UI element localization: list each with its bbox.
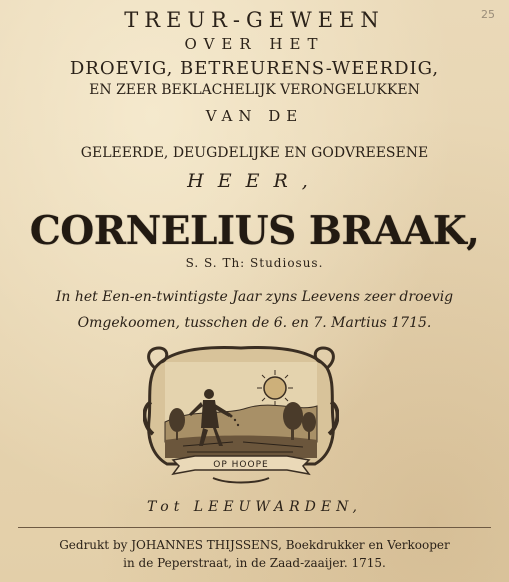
study-line: S. S. Th: Studiosus.: [185, 256, 324, 270]
subtitle-van-de: VAN DE: [205, 107, 304, 125]
imprint-rule: [18, 527, 491, 528]
subtitle-droevig: DROEVIG, BETREURENS-WEERDIG,: [69, 58, 440, 79]
printers-emblem: [143, 342, 339, 488]
name-heading: CORNELIUS BRAAK,: [29, 208, 480, 254]
italic-age-line: In het Een-en-twintigste Jaar zyns Leevens zeer droevig: [55, 289, 454, 305]
place-line: Tot LEEUWARDEN,: [147, 499, 362, 515]
emblem-base-flourish: [213, 478, 269, 483]
imprint-line-1: Gedrukt by JOHANNES THIJSSENS, Boekdrukker en Verkooper: [59, 538, 450, 552]
italic-date-line: Omgekoomen, tusschen de 6. en 7. Martius 1715.: [77, 315, 432, 331]
emblem-sun: [264, 377, 286, 399]
subtitle-heer: HEER,: [187, 170, 322, 192]
subtitle-over-het: OVER HET: [184, 35, 325, 53]
subtitle-geleerde: GELEERDE, DEUGDELIJKE EN GODVREESENE: [80, 145, 429, 161]
page-number-mark: 25: [481, 8, 495, 21]
subtitle-beklachelijk: EN ZEER BEKLACHELIJK VERONGELUKKEN: [89, 82, 420, 98]
imprint-line-2: in de Peperstraat, in de Zaad-zaaijer. 1715.: [123, 556, 386, 570]
motto-text: OP HOOPE: [213, 460, 269, 470]
title-line: TREUR-GEWEEN: [124, 8, 385, 32]
